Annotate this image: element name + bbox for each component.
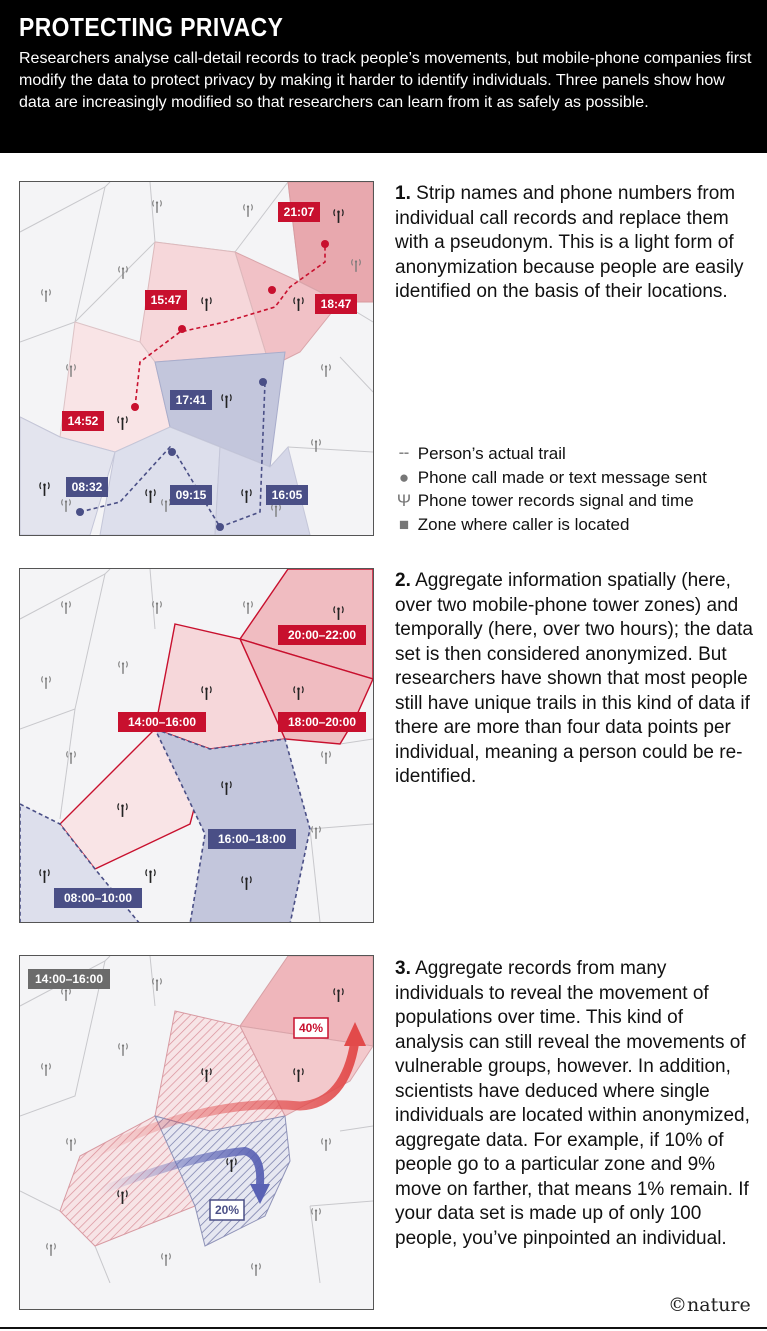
legend xyxy=(395,442,707,536)
page-subtitle: Researchers analyse call-detail records to track people’s movements, but mobile-phone companies first modify the data to protect privacy by making it harder to identify individuals. Three panels show how data are increasingly modified so that researchers can learn from it as safely as possible. xyxy=(19,50,752,111)
bottom-rule xyxy=(0,1327,767,1329)
panel1-description xyxy=(395,182,755,305)
panel3-number: 3. xyxy=(395,958,411,979)
range-label-18-20 xyxy=(278,712,366,732)
svg-text:20%: 20% xyxy=(214,1203,240,1217)
panel2-number: 2. xyxy=(395,570,411,591)
svg-text:16:00–18:00: 16:00–18:00 xyxy=(217,832,287,846)
panel2-description xyxy=(395,569,755,790)
panel1-number: 1. xyxy=(395,183,411,204)
panel3-text: Aggregate records from many individuals to reveal the movement of populations over time. This kind of analysis can still reveal the movements of vulnerable groups, however. In addition, scientists have deduced where single individuals are located within anonymized, aggregate data. For example, if 10% of people go to a particular zone and 9% move on farther, that means 1% remain. If your data set is made up of only 100 people, you’ve pinpointed an individual. xyxy=(395,958,750,1249)
svg-text:40%: 40% xyxy=(298,1021,324,1035)
time-label-09-15 xyxy=(170,485,212,505)
legend-trail: ╌ Person’s actual trail xyxy=(395,442,707,466)
panel3-description xyxy=(395,957,755,1251)
svg-text:09:15: 09:15 xyxy=(175,488,207,502)
legend-tower: Ψ Phone tower records signal and time xyxy=(395,489,707,513)
dashed-line-icon: ╌ xyxy=(398,444,410,463)
svg-text:16:05: 16:05 xyxy=(271,488,303,502)
percent-label-20 xyxy=(210,1200,244,1220)
time-label-16-05 xyxy=(266,485,308,505)
panel1-text: Strip names and phone numbers from individual call records and replace them with a pseudonym. This is a light form of anonymization because people are easily identified on the basis of their locations. xyxy=(395,183,744,302)
range-label-08-10 xyxy=(54,888,142,908)
svg-text:08:32: 08:32 xyxy=(71,480,103,494)
svg-text:18:47: 18:47 xyxy=(320,297,352,311)
svg-text:15:47: 15:47 xyxy=(150,293,182,307)
svg-text:14:00–16:00: 14:00–16:00 xyxy=(34,972,104,986)
panel2-text: Aggregate information spatially (here, over two mobile-phone tower zones) and temporally (here, over two hours); the data set is then considered anonymized. But researchers have shown that most people still have unique trails in this kind of data if there are more than four data points per individual, meaning a person could be re-identified. xyxy=(395,570,754,787)
svg-text:18:00–20:00: 18:00–20:00 xyxy=(287,715,357,729)
svg-text:14:52: 14:52 xyxy=(67,414,99,428)
panel3-time-label xyxy=(28,969,110,989)
legend-call: ● Phone call made or text message sent xyxy=(395,466,707,490)
range-label-16-18 xyxy=(208,829,296,849)
header-banner xyxy=(0,0,767,153)
panel2-map xyxy=(19,568,374,923)
panel1-map xyxy=(19,181,374,536)
dot-icon: ● xyxy=(398,467,410,487)
panel3-map xyxy=(19,955,374,1310)
time-label-17-41 xyxy=(170,390,212,410)
time-label-14-52 xyxy=(62,411,104,431)
svg-text:08:00–10:00: 08:00–10:00 xyxy=(63,891,133,905)
svg-text:17:41: 17:41 xyxy=(175,393,207,407)
legend-zone: ■ Zone where caller is located xyxy=(395,513,707,537)
range-label-14-16 xyxy=(118,712,206,732)
nature-brand: ©nature xyxy=(668,1294,751,1316)
svg-text:14:00–16:00: 14:00–16:00 xyxy=(127,715,197,729)
time-label-15-47 xyxy=(145,290,187,310)
svg-text:20:00–22:00: 20:00–22:00 xyxy=(287,628,357,642)
square-icon: ■ xyxy=(398,514,410,534)
time-label-21-07 xyxy=(278,202,320,222)
svg-text:21:07: 21:07 xyxy=(283,205,315,219)
time-label-08-32 xyxy=(66,477,108,497)
range-label-20-22 xyxy=(278,625,366,645)
percent-label-40 xyxy=(294,1018,328,1038)
page-title: PROTECTING PRIVACY xyxy=(19,12,284,42)
tower-icon: Ψ xyxy=(396,491,412,510)
time-label-18-47 xyxy=(315,294,357,314)
